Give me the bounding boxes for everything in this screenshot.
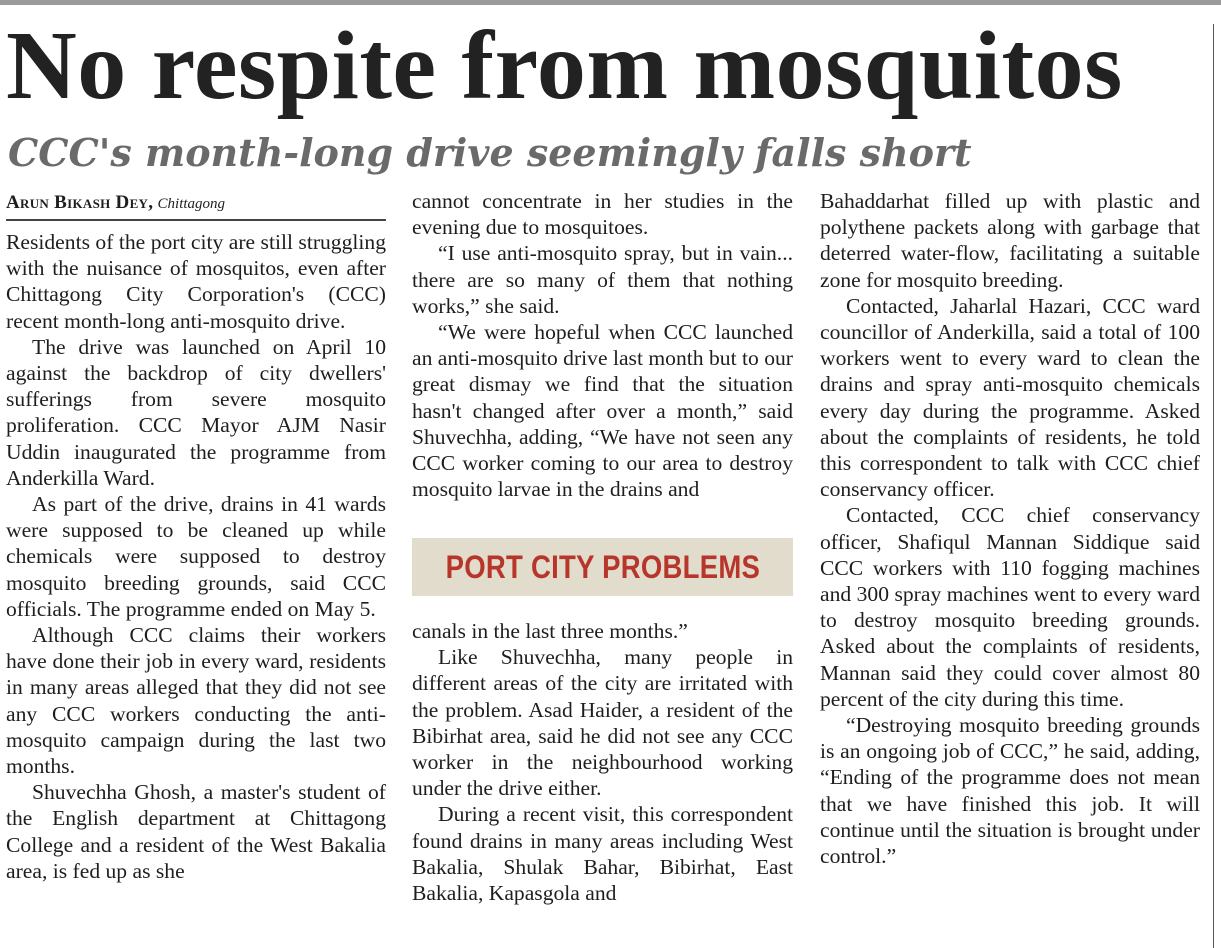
paragraph: Contacted, CCC chief conservancy officer, Shafiqul Mannan Siddique said CCC workers with 110 fogging machines and 300 spray machines went to every ward to destroy mosquito breeding grounds. Asked about the complaints of residents, Mannan said they could cover almost 80 percent of the city during this time. xyxy=(820,503,1200,711)
top-border-rule xyxy=(0,0,1221,5)
paragraph: As part of the drive, drains in 41 wards were supposed to be cleaned up while chemicals were supposed to destroy mosquito breeding grounds, said CCC officials. The programme ended on May 5. xyxy=(6,492,386,621)
paragraph: canals in the last three months.” xyxy=(412,619,688,643)
paragraph: “I use anti-mosquito spray, but in vain... there are so many of them that nothing works,” she said. xyxy=(412,241,793,318)
byline-location: Chittagong xyxy=(157,196,226,212)
byline-divider xyxy=(6,219,386,221)
byline-author: Arun Bikash Dey, xyxy=(6,192,154,213)
right-column-rule xyxy=(1213,24,1214,948)
article-column-2-bottom xyxy=(412,618,793,948)
paragraph: “We were hopeful when CCC launched an anti-mosquito drive last month but to our great dismay we find that the situation hasn't changed after over a month,” said Shuvechha, adding, “We have not seen any CCC worker coming to our area to destroy mosquito larvae in the drains and xyxy=(412,320,793,502)
article-column-2-top xyxy=(412,188,793,528)
paragraph: Shuvechha Ghosh, a master's student of the English department at Chittagong College and a resident of the West Bakalia area, is fed up as she xyxy=(6,780,386,883)
paragraph: Bahaddarhat filled up with plastic and polythene packets along with garbage that deterred water-flow, facilitating a suitable zone for mosquito breeding. xyxy=(820,189,1200,292)
paragraph: Although CCC claims their workers have done their job in every ward, residents in many areas alleged that they did not see any CCC workers conducting the anti-mosquito campaign during the last two months. xyxy=(6,623,386,779)
paragraph: “Destroying mosquito breeding grounds is an ongoing job of CCC,” he said, adding, “Ending of the programme does not mean that we have finished this job. It will continue until the situation is brought under control.” xyxy=(820,713,1200,869)
section-label: PORT CITY PROBLEMS xyxy=(445,548,760,585)
headline: No respite from mosquitos xyxy=(6,12,1123,120)
section-label-box xyxy=(412,538,793,596)
article-column-1 xyxy=(6,188,386,948)
paragraph: Residents of the port city are still struggling with the nuisance of mosquitos, even after Chittagong City Corporation's (CCC) recent month-long anti-mosquito drive. xyxy=(6,230,386,333)
subheadline: CCC's month-long drive seemingly falls short xyxy=(8,130,972,175)
paragraph: Contacted, Jaharlal Hazari, CCC ward councillor of Anderkilla, said a total of 100 workers went to every ward to clean the drains and spray anti-mosquito chemicals every day during the programme. Asked about the complaints of residents, he told this correspondent to talk with CCC chief conservancy officer. xyxy=(820,293,1200,502)
paragraph: The drive was launched on April 10 against the backdrop of city dwellers' sufferings from severe mosquito proliferation. CCC Mayor AJM Nasir Uddin inaugurated the programme from Anderkilla Ward. xyxy=(6,334,386,490)
paragraph: Like Shuvechha, many people in different areas of the city are irritated with the problem. Asad Haider, a resident of the Bibirhat area, said he did not see any CCC worker in the neighbourhood working under the drive either. xyxy=(412,645,793,801)
byline xyxy=(6,188,386,218)
paragraph: cannot concentrate in her studies in the evening due to mosquitoes. xyxy=(412,189,793,240)
article-column-3 xyxy=(820,188,1200,948)
paragraph: During a recent visit, this correspondent found drains in many areas including West Bakalia, Shulak Bahar, Bibirhat, East Bakalia, Kapasgola and xyxy=(412,802,793,906)
